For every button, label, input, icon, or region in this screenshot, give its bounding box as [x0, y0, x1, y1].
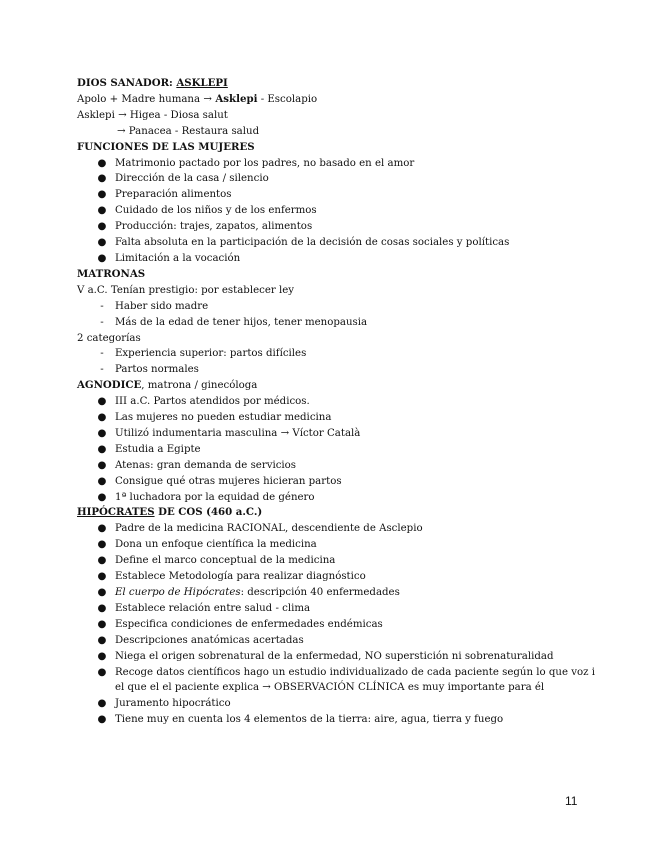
list-item	[77, 156, 597, 172]
document-page	[77, 76, 597, 728]
bullet-icon: ●	[97, 523, 107, 535]
list-item	[77, 410, 597, 426]
bullet-icon: ●	[97, 237, 107, 249]
list-item	[77, 346, 597, 362]
list-item-text: Utilizó indumentaria masculina → Víctor Català	[115, 427, 361, 439]
list-item	[77, 569, 597, 585]
list-item-text: 1ª luchadora por la equidad de género	[115, 491, 315, 503]
list-item-continuation	[77, 680, 597, 696]
agnodice-list	[77, 394, 597, 505]
list-item	[77, 585, 597, 601]
arrow-icon: →	[203, 93, 212, 105]
list-item	[77, 426, 597, 442]
matronas-list-1	[77, 299, 597, 331]
list-item	[77, 537, 597, 553]
bullet-icon: ●	[97, 173, 107, 185]
list-item-text: Haber sido madre	[115, 300, 209, 312]
list-item-text: Experiencia superior: partos difíciles	[115, 348, 307, 360]
list-item	[77, 171, 597, 187]
asklepi-line2-text: Asklepi	[77, 109, 119, 121]
list-item	[77, 712, 597, 728]
list-item-italic-text: El cuerpo de Hipócrates	[115, 587, 241, 598]
bullet-icon: ●	[97, 189, 107, 201]
list-item-text: Define el marco conceptual de la medicina	[115, 555, 336, 567]
matronas-heading: MATRONAS	[77, 267, 146, 280]
list-item-text: Más de la edad de tener hijos, tener menopausia	[115, 316, 368, 328]
list-item	[77, 315, 597, 331]
asklepi-line2-rest: Higea - Diosa salut	[126, 109, 228, 121]
agnodice-heading-name: AGNODICE	[77, 379, 142, 392]
bullet-icon: ●	[97, 587, 107, 598]
list-item-text: Descripciones anatómicas acertadas	[115, 634, 304, 646]
list-item-text: Preparación alimentos	[115, 189, 232, 201]
asklepi-line1-suffix: - Escolapio	[257, 93, 318, 105]
asklepi-line3-rest: Panacea - Restaura salud	[125, 125, 260, 137]
asklepi-line-1	[77, 92, 597, 108]
list-item-text: Tiene muy en cuenta los 4 elementos de la tierra: aire, agua, tierra y fuego	[115, 714, 504, 726]
list-item	[77, 203, 597, 219]
list-item-text: III a.C. Partos atendidos por médicos.	[115, 396, 310, 408]
list-item-text: : descripción 40 enfermedades	[240, 587, 400, 598]
dash-icon: -	[100, 300, 104, 312]
bullet-icon: ●	[97, 412, 107, 424]
bullet-icon: ●	[97, 571, 107, 583]
hipocrates-heading	[77, 505, 597, 521]
list-item	[77, 601, 597, 617]
page-number: 11	[565, 794, 578, 808]
list-item-text: Establece relación entre salud - clima	[115, 602, 311, 614]
asklepi-heading-name: ASKLEPI	[176, 77, 228, 89]
bullet-icon: ●	[97, 475, 107, 487]
matronas-list-2	[77, 346, 597, 378]
bullet-icon: ●	[97, 714, 107, 726]
matronas-line-1: V a.C. Tenían prestigio: por establecer ley	[77, 284, 295, 296]
bullet-icon: ●	[97, 698, 107, 710]
list-item	[77, 219, 597, 235]
list-item	[77, 474, 597, 490]
bullet-icon: ●	[97, 252, 107, 264]
bullet-icon: ●	[97, 602, 107, 614]
dash-icon: -	[100, 316, 104, 328]
arrow-icon: →	[118, 109, 127, 121]
list-item	[77, 394, 597, 410]
bullet-icon: ●	[97, 666, 107, 678]
dash-icon: -	[100, 348, 104, 360]
bullet-icon: ●	[97, 634, 107, 646]
list-item-text: Producción: trajes, zapatos, alimentos	[115, 221, 313, 233]
list-item-text: Estudia a Egipte	[115, 443, 201, 455]
agnodice-heading-rest: , matrona / ginecóloga	[141, 380, 258, 392]
list-item-text: Falta absoluta en la participación de la decisión de cosas sociales y políticas	[115, 237, 510, 249]
bullet-icon: ●	[97, 396, 107, 408]
matronas-line-2: 2 categorías	[77, 332, 141, 344]
list-item	[77, 633, 597, 649]
list-item	[77, 458, 597, 474]
dash-icon: -	[100, 364, 104, 376]
list-item-text: Cuidado de los niños y de los enfermos	[115, 205, 317, 217]
list-item-text: Establece Metodología para realizar diagnóstico	[115, 571, 366, 583]
list-item	[77, 362, 597, 378]
list-item	[77, 665, 597, 681]
list-item	[77, 521, 597, 537]
bullet-icon: ●	[97, 650, 107, 662]
bullet-icon: ●	[97, 459, 107, 471]
list-item	[77, 187, 597, 203]
asklepi-line1-text: Apolo + Madre humana	[77, 93, 204, 105]
bullet-icon: ●	[97, 205, 107, 217]
asklepi-line-2	[77, 108, 597, 124]
list-item-text: Juramento hipocrático	[115, 698, 231, 710]
funciones-heading: FUNCIONES DE LAS MUJERES	[77, 140, 255, 153]
list-item-text: Matrimonio pactado por los padres, no basado en el amor	[115, 157, 415, 169]
list-item	[77, 696, 597, 712]
list-item	[77, 617, 597, 633]
list-item-text: Las mujeres no pueden estudiar medicina	[115, 412, 332, 424]
arrow-icon: →	[117, 125, 126, 137]
list-item-text: Limitación a la vocación	[115, 252, 241, 264]
bullet-icon: ●	[97, 539, 107, 551]
list-item-text: Padre de la medicina RACIONAL, descendiente de Asclepio	[115, 523, 423, 535]
list-item	[77, 442, 597, 458]
list-item	[77, 649, 597, 665]
bullet-icon: ●	[97, 221, 107, 233]
list-item	[77, 553, 597, 569]
agnodice-heading	[77, 378, 597, 394]
asklepi-line1-name: Asklepi	[211, 92, 258, 105]
asklepi-line-3	[77, 124, 597, 140]
list-item-text: Atenas: gran demanda de servicios	[115, 459, 297, 471]
list-item-text: Especifica condiciones de enfermedades endémicas	[115, 618, 383, 630]
list-item	[77, 299, 597, 315]
list-item-text: Niega el origen sobrenatural de la enfermedad, NO superstición ni sobrenaturalidad	[115, 650, 554, 662]
list-item-text: Partos normales	[115, 364, 199, 376]
asklepi-heading-prefix: DIOS SANADOR:	[77, 77, 177, 89]
list-item	[77, 235, 597, 251]
funciones-list	[77, 156, 597, 267]
list-item	[77, 251, 597, 267]
list-item-text: Dirección de la casa / silencio	[115, 173, 269, 185]
hipocrates-heading-rest: DE COS (460 a.C.)	[154, 506, 263, 519]
bullet-icon: ●	[97, 618, 107, 630]
bullet-icon: ●	[97, 427, 107, 439]
hipocrates-list	[77, 521, 597, 728]
bullet-icon: ●	[97, 443, 107, 455]
list-item	[77, 490, 597, 506]
list-item-text: el que el el paciente explica → OBSERVACIÓN CLÍNICA es muy importante para él	[115, 682, 545, 694]
asklepi-heading	[77, 76, 597, 92]
list-item-text: Recoge datos científicos hago un estudio individualizado de cada paciente según lo que voz i	[115, 666, 595, 678]
list-item-text: Dona un enfoque científica la medicina	[115, 539, 317, 551]
bullet-icon: ●	[97, 491, 107, 503]
bullet-icon: ●	[97, 157, 107, 169]
hipocrates-heading-name: HIPÓCRATES	[77, 506, 155, 519]
bullet-icon: ●	[97, 555, 107, 567]
list-item-text: Consigue qué otras mujeres hicieran partos	[115, 475, 342, 487]
